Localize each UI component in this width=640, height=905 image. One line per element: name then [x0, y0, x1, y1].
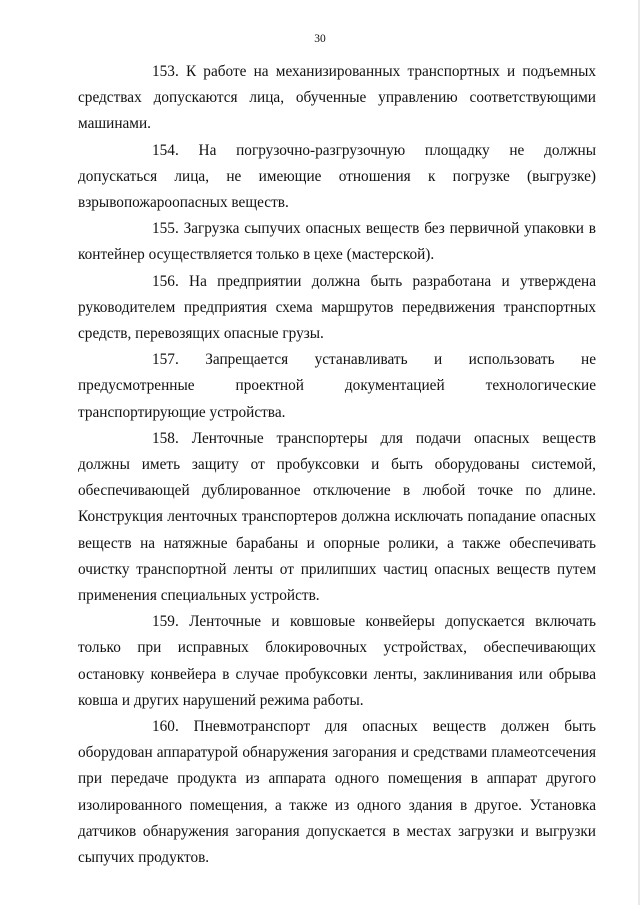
- paragraph-159: 159. Ленточные и ковшовые конвейеры допускается включать только при исправных блокировочных устройствах, обеспечивающих остановку конвейера в случае пробуксовки ленты, заклинивания или обрыва ковша и других нарушений режима работы.: [78, 613, 596, 709]
- paragraph-154: 154. На погрузочно-разгрузочную площадку не должны допускаться лица, не имеющие отношения к погрузке (выгрузке) взрывопожароопасных веществ.: [78, 141, 596, 212]
- paragraph-156: 156. На предприятии должна быть разработана и утверждена руководителем предприятия схема маршрутов передвижения транспортных средств, перевозящих опасные грузы.: [78, 272, 596, 343]
- paragraph-155: 155. Загрузка сыпучих опасных веществ без первичной упаковки в контейнер осуществляется только в цехе (мастерской).: [78, 220, 596, 264]
- paragraph-157: 157. Запрещается устанавливать и использовать не предусмотренные проектной документацией технологические транспортирующие устройства.: [78, 351, 596, 421]
- paragraph-160: 160. Пневмотранспорт для опасных веществ должен быть оборудован аппаратурой обнаружения загорания и средствами пламеотсечения при передаче продукта из аппарата одного помещения в аппарат другого изолированного помещения, а также из одного здания в другое. Установка датчиков обнаружения загорания допускается в местах загрузки и выгрузки сыпучих продуктов.: [78, 718, 596, 867]
- paragraph-158: 158. Ленточные транспортеры для подачи опасных веществ должны иметь защиту от пробуксовки и быть оборудованы системой, обеспечивающей дублированное отключение в любой точке по длине. Конструкция ленточных транспортеров должна исключать попадание опасных веществ на натяжные барабаны и опорные ролики, а также обеспечивать очистку транспортной ленты от прилипших частиц опасных веществ путем применения специальных устройств.: [78, 429, 596, 605]
- document-body: [78, 59, 596, 871]
- page-number: 30: [314, 33, 326, 45]
- paragraph-153: 153. К работе на механизированных транспортных и подъемных средствах допускаются лица, обученные управлению соответствующими машинами.: [78, 63, 596, 133]
